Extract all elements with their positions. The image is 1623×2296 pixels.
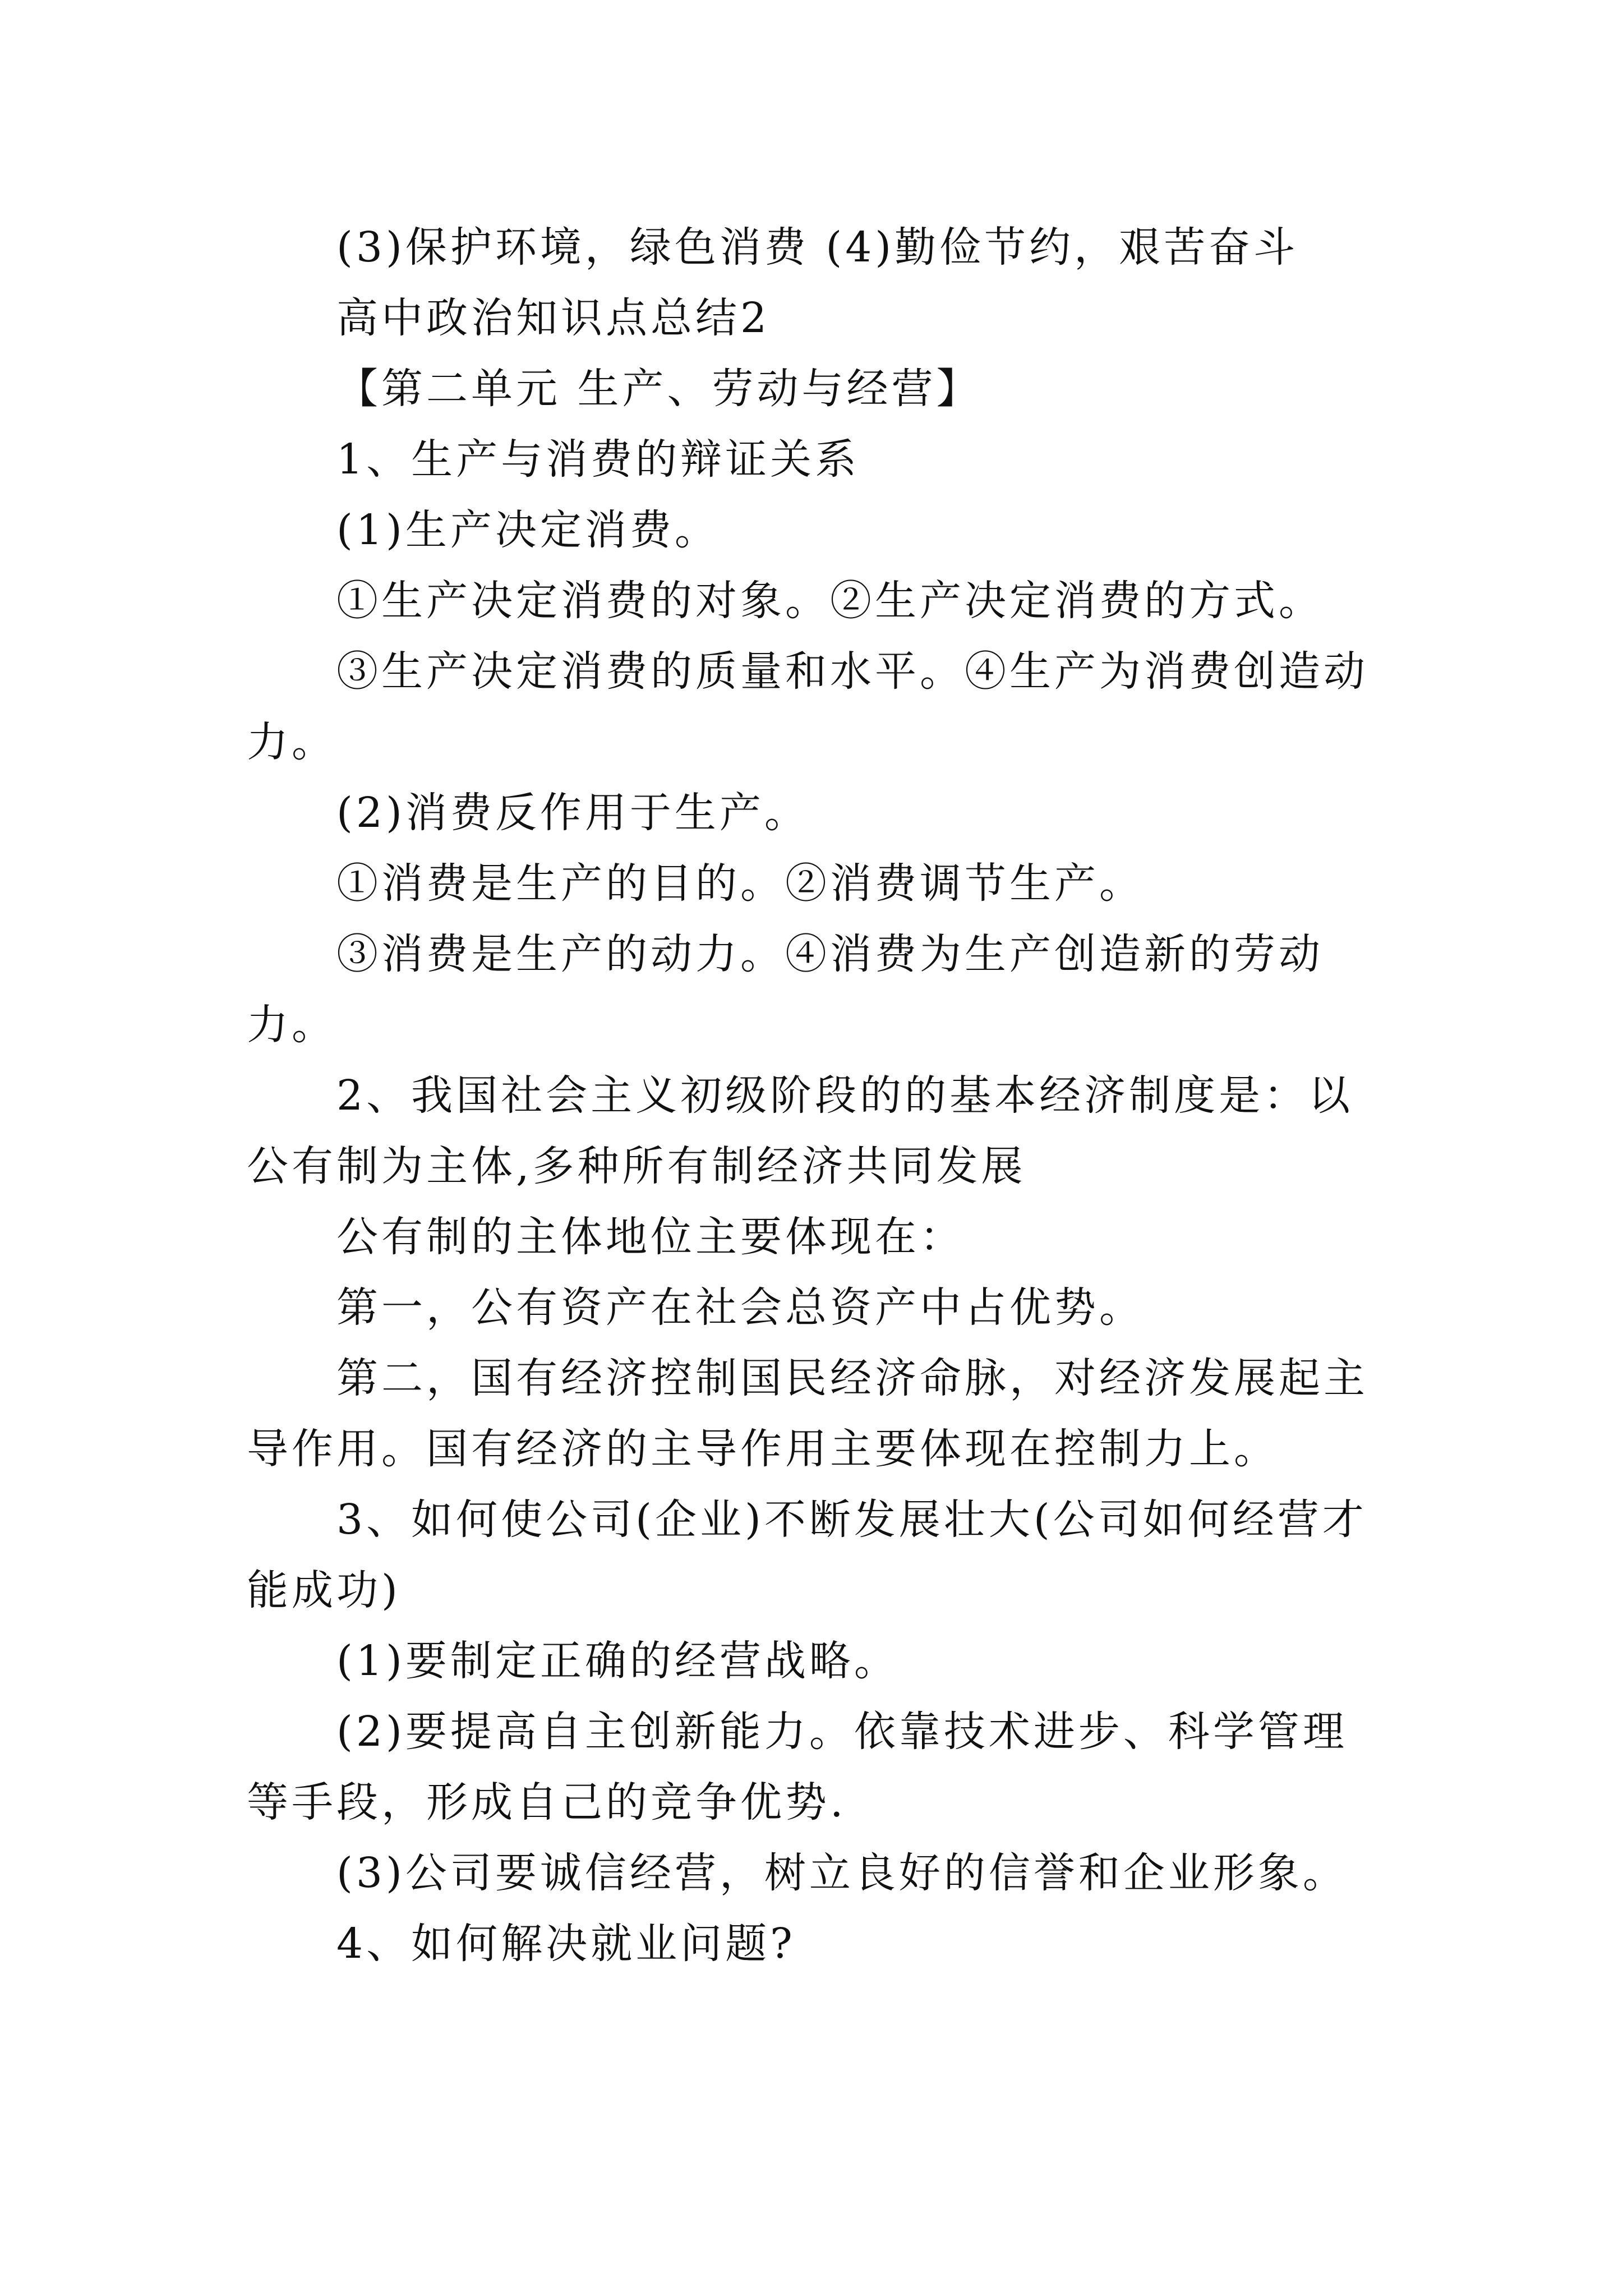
point-4-heading: 4、如何解决就业问题? xyxy=(336,1920,796,1968)
point-1-sub-1-items-a: ①生产决定消费的对象。②生产决定消费的方式。 xyxy=(336,577,1324,625)
section-title: 高中政治知识点总结2 xyxy=(336,294,771,342)
point-3-sub-2: (2)要提高自主创新能力。依靠技术进步、科学管理等手段，形成自己的竞争优势. xyxy=(247,1708,1348,1826)
point-3-heading: 3、如何使公司(企业)不断发展壮大(公司如何经营才能成功) xyxy=(247,1496,1367,1614)
point-1-sub-1: (1)生产决定消费。 xyxy=(336,506,720,554)
point-1-sub-2-items-b: ③消费是生产的动力。④消费为生产创造新的劳动力。 xyxy=(247,930,1324,1049)
point-2-first: 第一，公有资产在社会总资产中占优势。 xyxy=(336,1283,1144,1332)
document-body xyxy=(247,212,1391,1979)
point-2-second: 第二，国有经济控制国民经济命脉，对经济发展起主导作用。国有经济的主导作用主要体现在控制力上。 xyxy=(247,1354,1368,1473)
point-1-sub-2-items-a: ①消费是生产的目的。②消费调节生产。 xyxy=(336,859,1144,908)
point-2-heading: 2、我国社会主义初级阶段的的基本经济制度是：以公有制为主体,多种所有制经济共同发展 xyxy=(247,1071,1354,1190)
unit-heading: 【第二单元 生产、劳动与经营】 xyxy=(336,365,981,413)
point-3-sub-1: (1)要制定正确的经营战略。 xyxy=(336,1637,899,1685)
point-1-sub-2: (2)消费反作用于生产。 xyxy=(336,789,809,837)
point-2-sub-intro: 公有制的主体地位主要体现在： xyxy=(336,1213,965,1261)
point-1-heading: 1、生产与消费的辩证关系 xyxy=(336,435,860,484)
point-3-sub-3: (3)公司要诚信经营，树立良好的信誉和企业形象。 xyxy=(336,1849,1348,1897)
point-1-sub-1-items-b: ③生产决定消费的质量和水平。④生产为消费创造动力。 xyxy=(247,647,1368,766)
paragraph-consumption-principles: (3)保护环境，绿色消费 (4)勤俭节约，艰苦奋斗 xyxy=(336,223,1299,272)
